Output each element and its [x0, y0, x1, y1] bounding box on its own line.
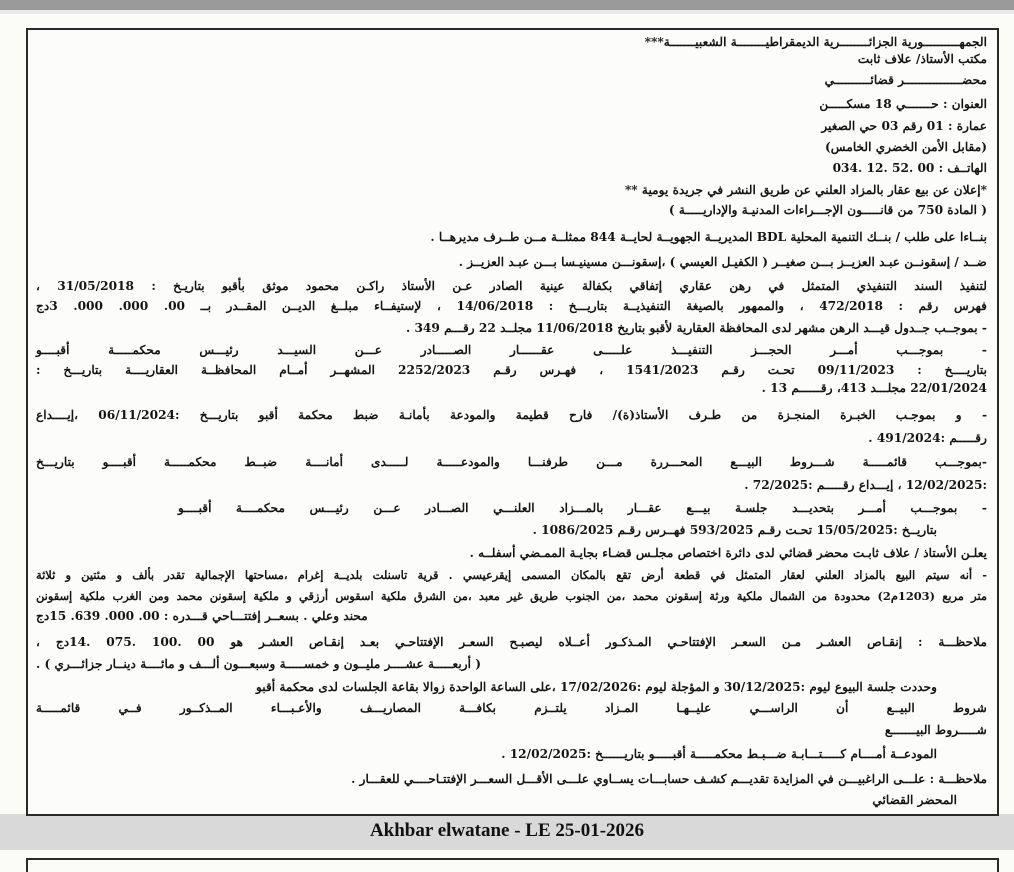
- body-line: يعلـن الأستاذ / علاف ثابـت محضر قضائي لدى دائرة اختصاص مجلـس قضـاء بجايـة الممـضي أسفلــه .: [469, 546, 987, 560]
- property-description: - أنه سيتم البيع بالمزاد العلني لعقار المتمثل في قطعة أرض تقع بالمكان المسمى إيقرعيسي . قرية تاسنلت بلديــة إغرام ،مساحتها الإجمالية تقدر بألف و مئتين و ثلاثة: [36, 568, 987, 582]
- deposit-line: المودعــة أمــــام كـــــتـــابـة ضـــبـط محكمـــــة أقبـــــو بتاريــــــخ :12/02/2025 .: [501, 747, 937, 761]
- auction-date: وحددت جلسة البيوع ليوم :30/12/2025 و المؤجلة ليوم :17/02/2026 ،على الساعة الواحدة زوالا بقاعة الجلسات لدى محكمة أقبو: [255, 680, 937, 694]
- header-building: عمارة : 01 رقم 03 حي الصغير: [821, 119, 987, 133]
- body-line: رقـــــم :491/2024 .: [868, 431, 987, 445]
- newspaper-page: [0, 14, 1014, 814]
- requester-line: بنــاءا على طلب / بنــك التنمية المحلية BDL المديريــة الجهويــة لحايــة 844 ممثلــة مــن طــرف مديرهــا .: [430, 230, 987, 244]
- price-reduction-note: ملاحظـــة : إنقـاص العشـر مـن السعـر الإفتتاحـي المـذكـور أعــلاه ليصبـح السعـر الإفتتاحـي بعـد إنقـاص العشـر هو 00 .100 .075 .14دج ،: [36, 635, 987, 649]
- body-line: لتنفيذ السند التنفيذي المتمثل في رهن عقاري إتفاقي بكفالة عينية الصادر عـن الأستاذ راكـن محمود موثق بأقبو بتاريـخ : 31/05/2018 ،: [36, 279, 987, 293]
- announcement-frame: [26, 28, 999, 816]
- previous-page-strip: [0, 0, 1014, 14]
- property-boundaries: متر مربع (1203م2) محدودة من الشمال ملكية ورثة إسقونن محمد ،من الجنوب طريق غير معبد ،من الشرق ملكية اسقوس أرزقي و ملكية إسقونن محمد ومن الغرب ملكية إسقونن: [36, 589, 987, 603]
- header-phone: الهاتــف : 00 .52 .12 .034: [832, 161, 987, 175]
- legal-article: ( المادة 750 من قانـــــون الإجـــراءات المدنيـة والإداريـــــة ): [668, 203, 987, 217]
- body-line: - بموجـــب أمـــر بتحديـــد جلسـة بيـــع عقـــار بالمـــزاد العلنـــي الصـــادر عـــن رئيـــس محكمــــة أقبــــو: [178, 501, 987, 515]
- body-line: فهرس رقم : 472/2018 ، والممهور بالصيغة التنفيذيــة بتاريـــخ : 14/06/2018 ، لإستيفــاء مبلــغ الديــن المقــدر بــ 00. 000. 000. 3دج: [36, 299, 987, 313]
- signature-title: المحضر القضائي: [872, 793, 957, 807]
- opening-price: محند وعلي . بسعــر إفتتـــاحي قـــدره : 00. 000. 639. 15دج: [36, 609, 368, 623]
- body-line: -بموجـــب قائمـــــة شـــروط البيـــع المحـــررة مـــن طرفنـــا والمودعـــــة لـــــدى أمانــــة ضبــط محكمـــــة أقبــــو بتاريـــخ: [36, 455, 987, 469]
- next-announcement-frame: [0, 850, 1014, 872]
- body-line: بتاريــخ :15/05/2025 تحـت رقـم 593/2025 فهــرس رقـم 1086/2025 .: [532, 523, 937, 537]
- header-landmark: (مقابل الأمن الخضري الخامس): [825, 140, 987, 154]
- body-line: 22/01/2024 مجلـــد 413، رقــــــم 13 .: [761, 381, 987, 395]
- header-title: محضــــــــــــــــر قضائــــــــــي: [824, 73, 987, 87]
- header-republic: الجمهــــــــــورية الجزائــــــــرية الديمقراطيــــــــة الشعبيـــــــة***: [644, 35, 987, 49]
- header-address: العنوان : حـــــــي 18 مسكـــــن: [819, 97, 987, 111]
- defendant-line: ضــد / إسقونــن عبـد العزيــز بـــن صغيــر ( الكفيـل العيسي ) ،إسقونـــن مسينيـسا بـــن عبـد العزيــز .: [458, 255, 987, 269]
- body-line: - بموجــب جــدول قيـــد الرهن مشهر لدى المحافظة العقارية لأقبو بتاريخ 11/06/2018 مجلــد 22 رقـــم 349 .: [405, 321, 987, 335]
- body-line: - بموجـــب أمـــر الحجـــز التنفيـــذ علـــــى عقــــــار الصـــــادر عـــن السيـــد رئيـــس محكمـــــة أقبــــو: [36, 343, 987, 357]
- header-office: مكتب الأستاذ/ علاف ثابت: [857, 52, 987, 66]
- notice-title: *إعلان عن بيع عقار بالمزاد العلني عن طريق النشر في جريدة يومية **: [624, 183, 987, 197]
- newspaper-caption: Akhbar elwatane - LE 25-01-2026: [369, 820, 645, 841]
- sale-conditions-title: شـــــروط البيـــــــع: [884, 723, 987, 737]
- sale-conditions: شروط البيــع أن الراســـي عليــهـا المـزاد يلتــزم بكافـــة المصاريـــف والأعـبـــاء المــذكــور فــي قائمـــــة: [36, 701, 987, 715]
- body-line: :12/02/2025 ، إيـــداع رقـــــم :72/2025 .: [744, 478, 987, 492]
- price-in-words: ( أربعـــــة عشــــر مليــون و خمســـــة وسبعـــون ألـــف و مائــــة دينــار جزائـــري ) .: [36, 657, 481, 671]
- body-line: بتاريــــخ : 09/11/2023 تحـت رقـم 1541/2023 ، فهـرس رقـم 2252/2023 المشهــر أمــام المحافظــة العقاريــــة بتاريـــخ :: [36, 363, 987, 377]
- bidders-note: ملاحظـــة : علـــى الراغبيـــن في المزايدة تقديـــم كشـف حسابـــات يســاوي علـــى الأقـــل السعـــر الإفتتـاحــــي للعقـــار .: [351, 772, 987, 786]
- body-line: - و بموجـب الخبـرة المنجـزة من طـرف الأستاذ(ة)/ فارح قطيمة والمودعة بأمانـة ضبط محكمة أقبو بتاريـــخ :06/11/2024 ،إيــــداع: [36, 408, 987, 422]
